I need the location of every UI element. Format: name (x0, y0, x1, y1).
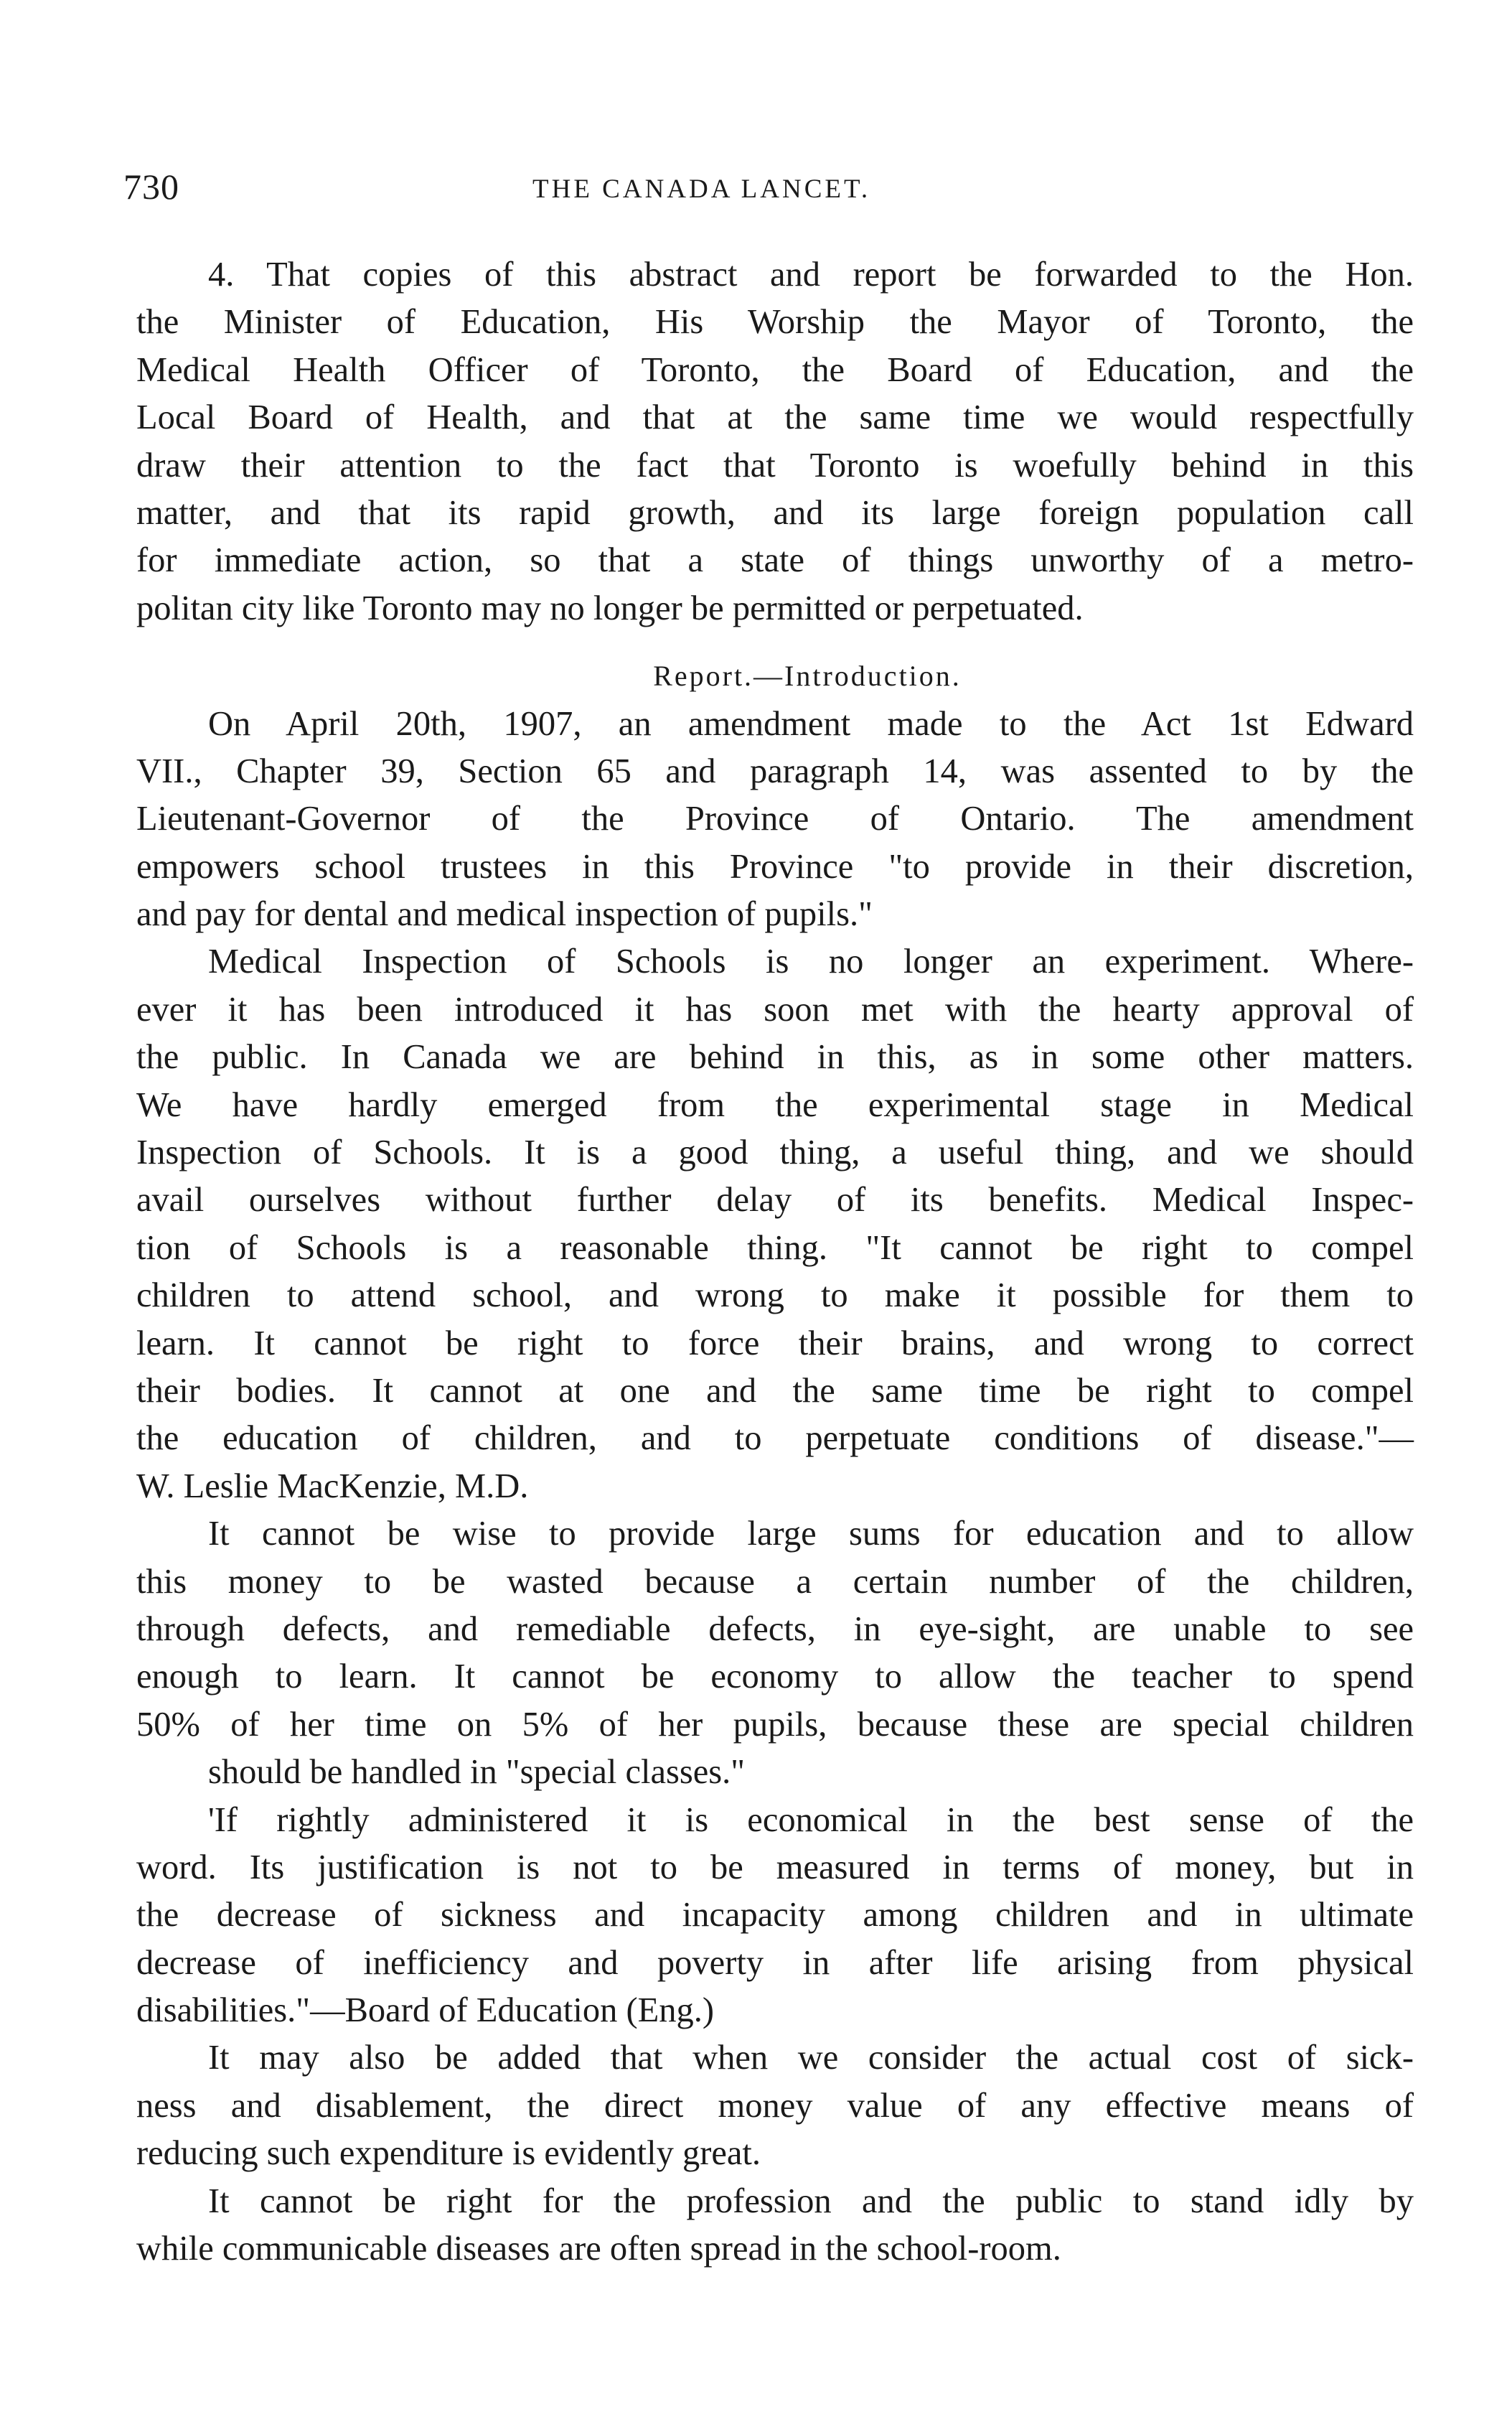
text-line: should be handled in "special classes." (208, 1753, 746, 1792)
text-line: this money to be wasted because a certain number of the children, (136, 1562, 1414, 1601)
text-line: 'If rightly administered it is economical in the best sense of the (208, 1800, 1414, 1839)
paragraph-4 (136, 251, 1414, 632)
text-line: the decrease of sickness and incapacity among children and in ultimate (136, 1896, 1414, 1935)
page-number: 730 (123, 167, 179, 207)
text-line: It may also be added that when we consider the actual cost of sick- (208, 2039, 1414, 2077)
paragraph-economical (136, 1797, 1414, 2035)
text-line: the public. In Canada we are behind in this, as in some other matters. (136, 1038, 1414, 1077)
text-line: while communicable diseases are often spread in the school-room. (136, 2230, 1061, 2268)
text-line: 50% of her time on 5% of her pupils, because these are special children (136, 1705, 1414, 1744)
text-line: word. Its justification is not to be measured in terms of money, but in (136, 1848, 1414, 1886)
text-line: ness and disablement, the direct money value of any effective means of (136, 2086, 1414, 2125)
paragraph-wise (136, 1510, 1414, 1796)
text-line: children to attend school, and wrong to make it possible for them to (136, 1276, 1414, 1315)
paragraph-medical-inspection (136, 938, 1414, 1510)
text-line: Inspection of Schools. It is a good thing, a useful thing, and we should (136, 1133, 1414, 1172)
text-line: for immediate action, so that a state of things unworthy of a metro- (136, 541, 1414, 580)
paragraph-profession (136, 2178, 1414, 2273)
section-heading: Report.—Introduction. (653, 660, 962, 693)
text-line: enough to learn. It cannot be economy to allow the teacher to spend (136, 1657, 1414, 1696)
text-line: Lieutenant-Governor of the Province of Ontario. The amendment (136, 800, 1414, 838)
text-line: the education of children, and to perpetuate conditions of disease."— (136, 1419, 1414, 1458)
text-line: through defects, and remediable defects, in eye-sight, are unable to see (136, 1609, 1414, 1648)
text-line: decrease of inefficiency and poverty in after life arising from physical (136, 1943, 1414, 1982)
text-line: tion of Schools is a reasonable thing. "It cannot be right to compel (136, 1228, 1414, 1267)
text-line: disabilities."—Board of Education (Eng.) (136, 1991, 715, 2030)
paragraph-intro (136, 701, 1414, 939)
text-line: On April 20th, 1907, an amendment made to the Act 1st Edward (208, 704, 1414, 743)
text-line: learn. It cannot be right to force their brains, and wrong to correct (136, 1324, 1414, 1362)
text-line: avail ourselves without further delay of its benefits. Medical Inspec- (136, 1181, 1414, 1220)
text-line: reducing such expenditure is evidently great. (136, 2134, 761, 2173)
text-line: the Minister of Education, His Worship the Mayor of Toronto, the (136, 303, 1414, 342)
text-line: and pay for dental and medical inspection of pupils." (136, 895, 873, 934)
text-line: empowers school trustees in this Province "to provide in their discretion, (136, 847, 1414, 886)
text-line: We have hardly emerged from the experimental stage in Medical (136, 1085, 1414, 1124)
text-line: politan city like Toronto may no longer be permitted or perpetuated. (136, 589, 1084, 627)
text-line: VII., Chapter 39, Section 65 and paragraph 14, was assented to by the (136, 752, 1414, 790)
running-head (123, 165, 1415, 208)
journal-title: THE CANADA LANCET. (532, 174, 871, 204)
paragraph-cost (136, 2034, 1414, 2177)
text-line: draw their attention to the fact that Toronto is woefully behind in this (136, 446, 1414, 485)
text-line: matter, and that its rapid growth, and its large foreign population call (136, 493, 1414, 532)
text-line: their bodies. It cannot at one and the same time be right to compel (136, 1371, 1414, 1410)
text-line: Medical Health Officer of Toronto, the Board of Education, and the (136, 350, 1414, 389)
text-line: Medical Inspection of Schools is no longer an experiment. Where- (208, 943, 1414, 981)
text-line: 4. That copies of this abstract and report be forwarded to the Hon. (208, 256, 1414, 294)
body-text (136, 251, 1414, 2273)
text-line: It cannot be wise to provide large sums for education and to allow (208, 1515, 1414, 1553)
text-line: ever it has been introduced it has soon met with the hearty approval of (136, 990, 1414, 1029)
text-line: W. Leslie MacKenzie, M.D. (136, 1467, 529, 1505)
text-line: Local Board of Health, and that at the same time we would respectfully (136, 398, 1414, 437)
text-line: It cannot be right for the profession and the public to stand idly by (208, 2181, 1414, 2220)
